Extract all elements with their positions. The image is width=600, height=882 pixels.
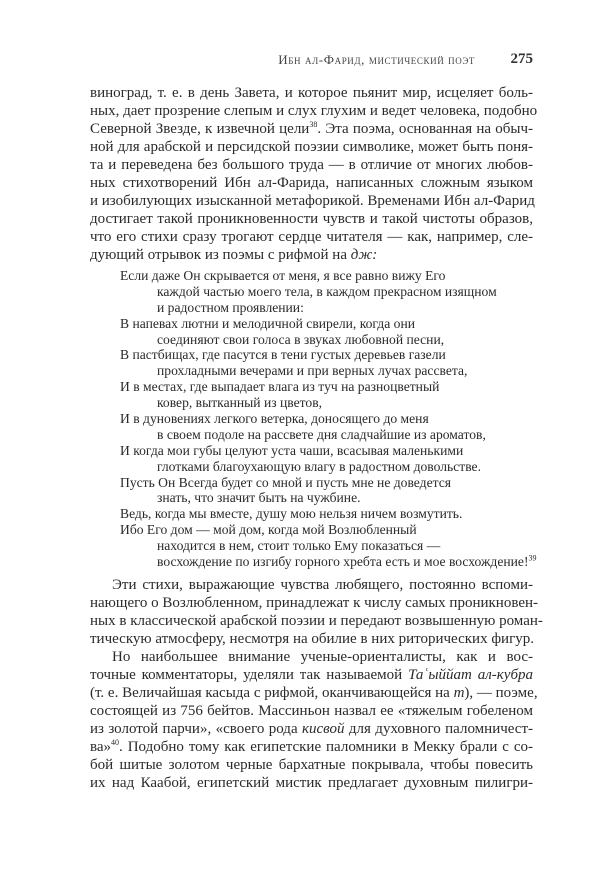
verse-line bbox=[120, 538, 540, 554]
italic-term: дж: bbox=[350, 247, 378, 263]
text-line bbox=[90, 246, 533, 264]
text-run: (т. е. Величайшая касыда с рифмой, оканчивающейся на bbox=[90, 685, 454, 701]
verse-line bbox=[120, 490, 540, 506]
text-line: что его стихи сразу трогают сердце читателя — как, например, сле- bbox=[90, 229, 533, 245]
text-line: ных стихотворений Ибн ал-Фарида, написанных сложным языком bbox=[90, 175, 533, 191]
verse-text: Ибо Его дом — мой дом, когда мой Возлюбленный bbox=[120, 522, 417, 538]
verse-line bbox=[120, 379, 540, 395]
text-run: точные комментаторы, уделяли так называемой bbox=[90, 667, 409, 683]
text-line: ных, дает прозрение слепым и слух глухим и ведет человека, подобно bbox=[90, 103, 538, 119]
text-line bbox=[90, 720, 533, 738]
verse-text: находится в нем, стоит только Ему показаться — bbox=[157, 538, 441, 554]
verse-line bbox=[120, 427, 540, 443]
verse-text: в своем подоле на рассвете дня сладчайшие из ароматов, bbox=[157, 426, 486, 442]
text-line bbox=[90, 684, 538, 702]
verse-text: восхождение по изгибу горного хребта есть и мое восхождение! bbox=[157, 554, 529, 570]
text-line: виноград, т. е. в день Завета, и которое пьянит мир, исцеляет боль- bbox=[90, 85, 533, 101]
running-title: Ибн ал-Фарид, мистический поэт bbox=[278, 52, 475, 67]
verse-text: знать, что значит быть на чужбине. bbox=[157, 490, 361, 506]
text-line bbox=[90, 666, 533, 684]
text-line: бой шитые золотом черные бархатные покрывала, чтобы повесить bbox=[90, 757, 533, 773]
verse-line bbox=[120, 475, 540, 491]
verse-text: соединяют свои голоса в звуках любовной песни, bbox=[157, 331, 445, 347]
text-line: состоящей из 756 бейтов. Массиньон назвал ее «тяжелым гобеленом bbox=[90, 703, 533, 719]
verse-text: В напевах лютни и мелодичной свирели, когда они bbox=[120, 315, 416, 331]
verse-line bbox=[120, 395, 540, 411]
verse-text: глотками благоухающую влагу в радостном довольстве. bbox=[157, 458, 481, 474]
verse-text: прохладными вечерами и при верных лучах рассвета, bbox=[157, 363, 468, 379]
text-line bbox=[90, 120, 533, 138]
italic-term: т bbox=[453, 685, 465, 701]
verse-line bbox=[120, 443, 540, 459]
footnote-ref[interactable]: 40 bbox=[111, 738, 120, 747]
text-run: из золотой парчи», «своего рода bbox=[90, 721, 302, 737]
text-run: . Эта поэма, основанная на обыч- bbox=[317, 121, 533, 137]
verse-line bbox=[120, 459, 540, 475]
paragraph-3 bbox=[90, 648, 538, 792]
verse-line bbox=[120, 284, 540, 300]
text-line: достигает такой проникновенности чувств и такой чистоты образов, bbox=[90, 211, 533, 227]
page-number: 275 bbox=[510, 51, 533, 67]
verse-line bbox=[120, 363, 540, 379]
verse-line bbox=[120, 300, 540, 316]
verse-text: И в дуновениях легкого ветерка, доносящего до меня bbox=[120, 411, 429, 427]
verse-line bbox=[120, 316, 540, 332]
footnote-ref[interactable]: 38 bbox=[309, 120, 318, 129]
text-run: для духовного паломничест- bbox=[344, 721, 534, 737]
verse-text: Если даже Он скрывается от меня, я все равно вижу Его bbox=[120, 268, 446, 283]
text-run: Северной Звезде, к извечной цели bbox=[90, 121, 310, 137]
text-line: их над Каабой, египетский мистик предлагает духовным пилигри- bbox=[90, 775, 533, 791]
text-line: Но наибольшее внимание ученые-ориенталисты, как и вос- bbox=[112, 649, 533, 665]
text-run: ), — поэме, bbox=[464, 685, 538, 701]
page-header bbox=[90, 52, 533, 72]
verse-text: И в местах, где выпадает влага из туч на разноцветный bbox=[120, 379, 440, 395]
text-line: ных в классической арабской поэзии и передают возвышенную роман- bbox=[90, 613, 543, 629]
text-line: та и переведена без большого труда — в отличие от многих любов- bbox=[90, 157, 533, 173]
verse-text: и радостном проявлении: bbox=[157, 299, 304, 315]
text-line: нающего о Возлюбленном, принадлежат к числу самых проникновен- bbox=[90, 595, 539, 611]
text-run: ва» bbox=[90, 739, 112, 755]
italic-term: кисвой bbox=[302, 721, 345, 737]
verse-line bbox=[120, 522, 540, 538]
text-line: ной для арабской и персидской поэзии символике, может быть поня- bbox=[90, 139, 533, 155]
verse-text: В пастбищах, где пасутся в тени густых деревьев газели bbox=[120, 347, 446, 363]
verse-text: Ведь, когда мы вместе, душу мою нельзя ничем возмутить. bbox=[120, 506, 463, 522]
verse-block bbox=[120, 268, 540, 570]
paragraph-2 bbox=[90, 576, 543, 648]
verse-text: каждой частью моего тела, в каждом прекрасном изящном bbox=[157, 283, 497, 299]
text-run: дующий отрывок из поэмы с рифмой на bbox=[90, 247, 351, 263]
text-run: . Подобно тому как египетские паломники в Мекку брали с со- bbox=[119, 739, 533, 755]
italic-term: Таʿыййат ал-кубра bbox=[408, 667, 533, 683]
text-line: и изобилующих изысканной метафорикой. Временами Ибн ал-Фарид bbox=[90, 193, 535, 209]
verse-line bbox=[120, 332, 540, 348]
paragraph-1 bbox=[90, 84, 538, 264]
verse-text: И когда мои губы целуют уста чаши, всасывая маленькими bbox=[120, 442, 464, 458]
text-line bbox=[90, 738, 533, 756]
verse-line bbox=[120, 268, 540, 284]
text-line: тическую атмосферу, несмотря на обилие в них риторических фигур. bbox=[90, 631, 534, 647]
verse-line bbox=[120, 506, 540, 522]
verse-text: Пусть Он Всегда будет со мной и пусть мне не доведется bbox=[120, 474, 452, 490]
verse-line bbox=[120, 347, 540, 363]
text-line: Эти стихи, выражающие чувства любящего, постоянно вспоми- bbox=[112, 577, 533, 593]
verse-line bbox=[120, 411, 540, 427]
verse-text: ковер, вытканный из цветов, bbox=[157, 395, 323, 411]
verse-line bbox=[120, 554, 540, 570]
footnote-ref[interactable]: 39 bbox=[528, 553, 537, 563]
